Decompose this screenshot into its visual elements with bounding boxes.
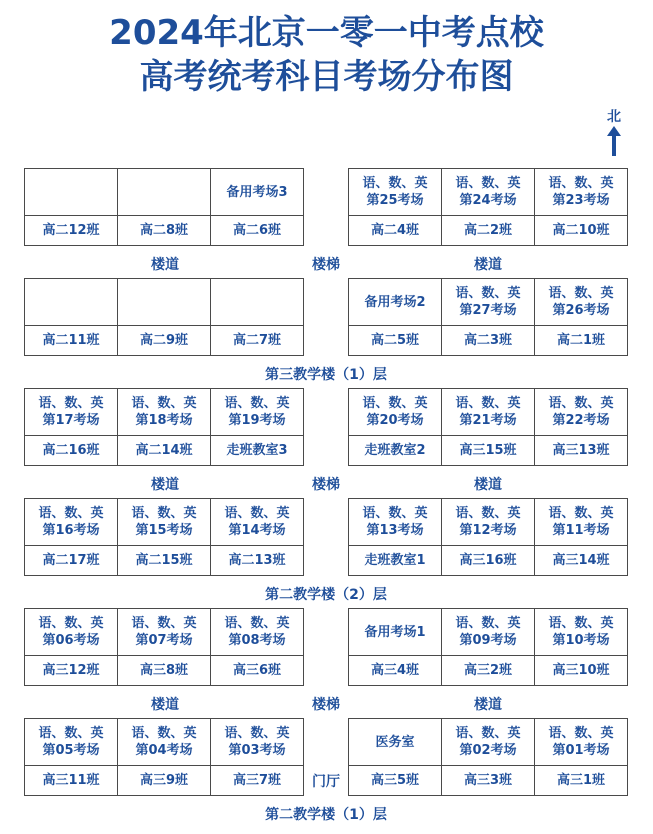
class-name-cell: 高二8班 (118, 216, 211, 246)
exam-room-cell: 备用考场1 (349, 609, 442, 656)
exam-room-cell (118, 279, 211, 326)
north-arrow-icon (607, 126, 621, 156)
floor1-right-block (348, 278, 628, 356)
class-name-cell: 高二2班 (442, 216, 535, 246)
exam-room-cell: 语、数、英 第16考场 (25, 499, 118, 546)
exam-room-cell: 语、数、英 第26考场 (535, 279, 628, 326)
stairs-label: 楼梯 (312, 257, 340, 273)
class-name-cell: 高二15班 (118, 546, 211, 576)
class-name-cell: 高二11班 (25, 326, 118, 356)
corridor-label: 楼道 (474, 477, 502, 493)
entrance-hall-label: 门厅 (312, 774, 340, 790)
class-name-cell: 高二7班 (211, 326, 304, 356)
page-title-line1: 2024年北京一零一中考点校 (109, 13, 544, 53)
exam-room-cell: 语、数、英 第19考场 (211, 389, 304, 436)
class-name-cell: 高三13班 (535, 436, 628, 466)
exam-room-cell (25, 279, 118, 326)
class-name-cell: 高二3班 (442, 326, 535, 356)
class-name-cell: 高二5班 (349, 326, 442, 356)
exam-room-cell: 语、数、英 第06考场 (25, 609, 118, 656)
class-name-cell: 高三9班 (118, 766, 211, 796)
class-name-cell: 高二14班 (118, 436, 211, 466)
corridor-label: 楼道 (474, 257, 502, 273)
floor4-right-block (348, 608, 628, 686)
exam-room-cell: 语、数、英 第01考场 (535, 719, 628, 766)
floor1-left-block (24, 278, 304, 356)
exam-room-cell: 语、数、英 第13考场 (349, 499, 442, 546)
class-name-cell: 高三7班 (211, 766, 304, 796)
corridor-label: 楼道 (474, 697, 502, 713)
north-label: 北 (607, 109, 621, 125)
class-name-cell: 高三1班 (535, 766, 628, 796)
class-name-cell: 高三4班 (349, 656, 442, 686)
corridor-label: 楼道 (151, 697, 179, 713)
exam-room-cell: 语、数、英 第25考场 (349, 169, 442, 216)
floor5-right-block (348, 718, 628, 796)
north-indicator (601, 106, 627, 156)
exam-room-cell: 语、数、英 第23考场 (535, 169, 628, 216)
class-name-cell: 高二1班 (535, 326, 628, 356)
class-name-cell: 高二10班 (535, 216, 628, 246)
exam-room-cell: 语、数、英 第27考场 (442, 279, 535, 326)
exam-room-cell (25, 169, 118, 216)
exam-room-cell: 语、数、英 第03考场 (211, 719, 304, 766)
class-name-cell: 高三10班 (535, 656, 628, 686)
class-name-cell: 高二4班 (349, 216, 442, 246)
class-name-cell: 高三15班 (442, 436, 535, 466)
exam-room-cell: 医务室 (349, 719, 442, 766)
exam-room-cell: 语、数、英 第21考场 (442, 389, 535, 436)
exam-room-cell: 备用考场3 (211, 169, 304, 216)
floor5-left-block (24, 718, 304, 796)
class-name-cell: 高二6班 (211, 216, 304, 246)
class-name-cell: 高二16班 (25, 436, 118, 466)
exam-room-cell: 语、数、英 第15考场 (118, 499, 211, 546)
exam-room-cell: 语、数、英 第22考场 (535, 389, 628, 436)
floor2-right-block (348, 388, 628, 466)
class-name-cell: 走班教室2 (349, 436, 442, 466)
class-name-cell: 高三12班 (25, 656, 118, 686)
exam-room-cell: 语、数、英 第24考场 (442, 169, 535, 216)
exam-room-cell: 语、数、英 第18考场 (118, 389, 211, 436)
page-title-line2: 高考统考科目考场分布图 (139, 57, 514, 97)
class-name-cell: 高三14班 (535, 546, 628, 576)
floor-label: 第三教学楼（1）层 (265, 367, 387, 383)
exam-room-cell (211, 279, 304, 326)
exam-room-cell: 语、数、英 第02考场 (442, 719, 535, 766)
exam-room-cell: 语、数、英 第10考场 (535, 609, 628, 656)
floor0-right-block (348, 168, 628, 246)
class-name-cell: 高三5班 (349, 766, 442, 796)
corridor-label: 楼道 (151, 257, 179, 273)
class-name-cell: 高二13班 (211, 546, 304, 576)
class-name-cell: 高二17班 (25, 546, 118, 576)
class-name-cell: 高三11班 (25, 766, 118, 796)
exam-room-cell: 语、数、英 第05考场 (25, 719, 118, 766)
exam-room-cell: 语、数、英 第09考场 (442, 609, 535, 656)
floor-label: 第二教学楼（1）层 (265, 807, 387, 823)
class-name-cell: 走班教室3 (211, 436, 304, 466)
exam-room-cell: 语、数、英 第08考场 (211, 609, 304, 656)
class-name-cell: 高三16班 (442, 546, 535, 576)
class-name-cell: 高二12班 (25, 216, 118, 246)
floor-label: 第二教学楼（2）层 (265, 587, 387, 603)
exam-room-cell: 备用考场2 (349, 279, 442, 326)
floor3-right-block (348, 498, 628, 576)
class-name-cell: 走班教室1 (349, 546, 442, 576)
floor2-left-block (24, 388, 304, 466)
exam-room-cell (118, 169, 211, 216)
stairs-label: 楼梯 (312, 477, 340, 493)
class-name-cell: 高三8班 (118, 656, 211, 686)
exam-room-cell: 语、数、英 第11考场 (535, 499, 628, 546)
floor3-left-block (24, 498, 304, 576)
floor4-left-block (24, 608, 304, 686)
exam-room-cell: 语、数、英 第17考场 (25, 389, 118, 436)
exam-room-cell: 语、数、英 第20考场 (349, 389, 442, 436)
class-name-cell: 高二9班 (118, 326, 211, 356)
class-name-cell: 高三3班 (442, 766, 535, 796)
exam-room-cell: 语、数、英 第07考场 (118, 609, 211, 656)
class-name-cell: 高三6班 (211, 656, 304, 686)
floor0-left-block (24, 168, 304, 246)
corridor-label: 楼道 (151, 477, 179, 493)
exam-room-cell: 语、数、英 第04考场 (118, 719, 211, 766)
stairs-label: 楼梯 (312, 697, 340, 713)
exam-room-cell: 语、数、英 第14考场 (211, 499, 304, 546)
class-name-cell: 高三2班 (442, 656, 535, 686)
exam-room-cell: 语、数、英 第12考场 (442, 499, 535, 546)
